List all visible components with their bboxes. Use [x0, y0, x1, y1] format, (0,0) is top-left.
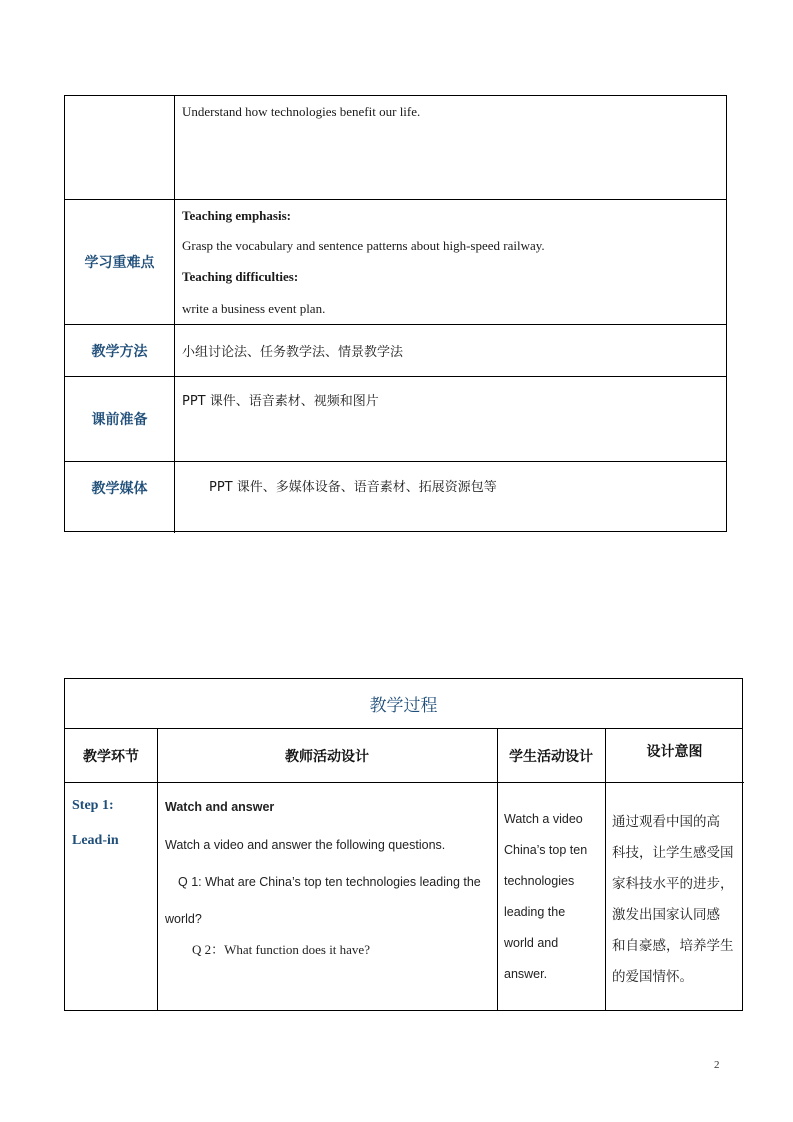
media-label: 教学媒体	[65, 462, 175, 533]
student-line: world and	[504, 936, 559, 950]
student-line: answer.	[504, 967, 548, 981]
question-2: Q 2：What function does it have?	[192, 942, 370, 957]
student-activity-cell	[504, 679, 604, 1010]
difficulties-text: write a business event plan.	[182, 301, 326, 316]
preparation-content	[182, 377, 720, 461]
methods-label: 教学方法	[65, 325, 175, 376]
design-intent-cell	[612, 679, 742, 1010]
header-teacher-activity: 教师活动设计	[157, 729, 497, 783]
methods-content	[182, 325, 720, 376]
intent-line: 家科技水平的进步，	[612, 876, 734, 892]
header-stage: 教学环节	[65, 729, 157, 783]
key-points-content	[182, 200, 720, 324]
difficulties-heading: Teaching difficulties:	[182, 269, 299, 284]
question-1-line-1: Q 1: What are China’s top ten technologies leading the	[178, 875, 481, 889]
student-line: technologies	[504, 874, 575, 888]
methods-row	[65, 325, 726, 377]
objectives-label-cell	[65, 96, 175, 199]
intent-line: 的爱国情怀。	[612, 969, 693, 985]
step-number: Step 1:	[72, 798, 114, 813]
teacher-activity-cell	[165, 679, 495, 1010]
student-line: Watch a video	[504, 812, 583, 826]
objectives-text: Understand how technologies benefit our life.	[182, 104, 421, 119]
preparation-text: PPT 课件、语音素材、视频和图片	[182, 394, 379, 409]
header-design-intent: 设计意图	[605, 729, 744, 783]
objectives-row	[65, 96, 726, 200]
intent-line: 科技，让学生感受国	[612, 845, 734, 861]
page-number: 2	[714, 1059, 720, 1071]
step-name: Lead-in	[72, 833, 119, 848]
student-line: China’s top ten	[504, 843, 588, 857]
methods-text: 小组讨论法、任务教学法、情景教学法	[182, 345, 404, 360]
lesson-info-table	[64, 95, 727, 532]
intent-line: 激发出国家认同感	[612, 907, 720, 923]
emphasis-text: Grasp the vocabulary and sentence patterns about high-speed railway.	[182, 238, 545, 253]
media-content	[182, 462, 720, 533]
teacher-intro: Watch a video and answer the following questions.	[165, 838, 446, 852]
key-points-label: 学习重难点	[65, 200, 175, 324]
question-1-line-2: world?	[165, 912, 202, 926]
media-text: PPT 课件、多媒体设备、语音素材、拓展资源包等	[209, 480, 497, 495]
teaching-process-table	[64, 678, 743, 1011]
media-row	[65, 462, 726, 533]
student-line: leading the	[504, 905, 566, 919]
intent-line: 和自豪感，培养学生	[612, 938, 734, 954]
preparation-label: 课前准备	[65, 377, 175, 461]
teacher-heading: Watch and answer	[165, 800, 275, 814]
process-title: 教学过程	[65, 679, 742, 729]
emphasis-heading: Teaching emphasis:	[182, 208, 291, 223]
intent-line: 通过观看中国的高	[612, 814, 720, 830]
key-points-row	[65, 200, 726, 325]
header-student-activity: 学生活动设计	[497, 729, 605, 783]
objectives-content-cell	[182, 96, 720, 199]
preparation-row	[65, 377, 726, 462]
